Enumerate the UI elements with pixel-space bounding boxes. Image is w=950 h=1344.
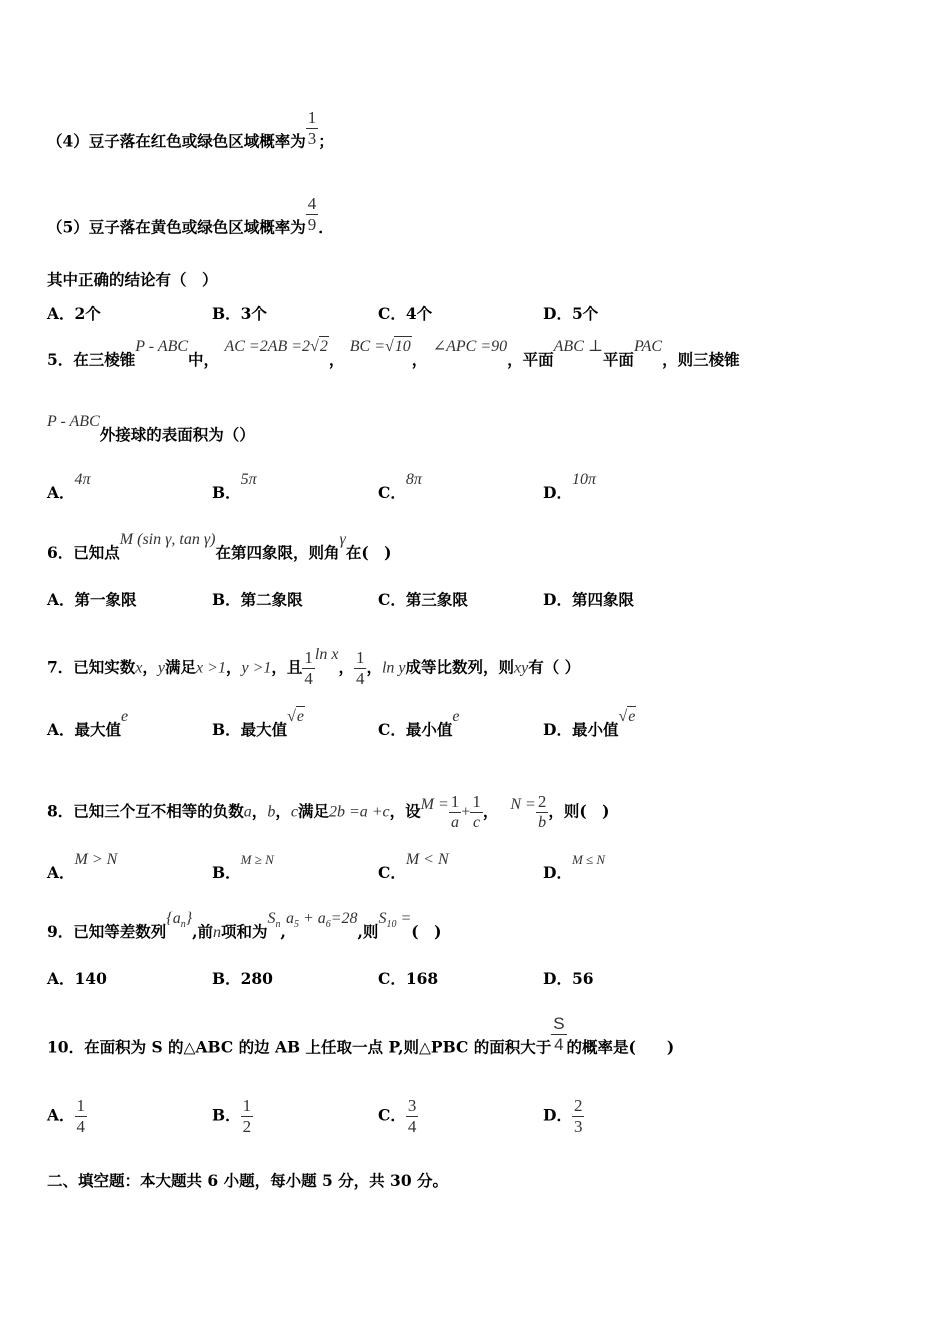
section-2-heading: 二、填空题：本大题共 6 小题，每小题 5 分，共 30 分。 bbox=[47, 1171, 449, 1190]
sequence-an: $\{a_n\}$ bbox=[166, 910, 193, 930]
q10-option-c: C． $\frac{3}{4}$ bbox=[378, 1096, 417, 1136]
question-5-line2: P - ABC外接球的表面积为（） bbox=[47, 413, 255, 444]
question-6: 6．已知点M (sin γ, tan γ)在第四象限，则角γ在( ) bbox=[47, 531, 392, 562]
summary-question: 其中正确的结论有（ ） bbox=[47, 270, 218, 289]
statement-5-text: （5）豆子落在黄色或绿色区域概率为 bbox=[47, 217, 306, 237]
q4-option-b: B．3个 bbox=[212, 304, 267, 323]
q10-option-a: A． $\frac{1}{4}$ bbox=[47, 1096, 86, 1136]
sqrt-10: √10 bbox=[385, 338, 411, 355]
fraction-1-over-a: $\frac{1}{a}$ bbox=[450, 792, 460, 831]
q8-option-d: D．$^{M \le N}$ bbox=[543, 852, 606, 882]
question-7: 7．已知实数x，y满足x >1，y >1，且 $\frac{1}{4}$ ln x， $\frac{1}{4}$ ，ln y成等比数列，则xy有（ ） bbox=[47, 645, 581, 688]
fraction-2-over-b: $\frac{2}{b}$ bbox=[537, 792, 547, 831]
fraction-four-ninths: $\frac{4}{9}$ bbox=[307, 194, 317, 234]
q8-option-b: B．$^{M \ge N}$ bbox=[212, 852, 274, 882]
q9-option-a: A．140 bbox=[47, 969, 107, 988]
q7-option-c: C．最小值e bbox=[378, 708, 460, 739]
fraction-one-quarter-a: $\frac{1}{4}$ bbox=[304, 648, 313, 688]
q5-option-d: D．10π bbox=[543, 471, 596, 502]
q10-option-b: B． $\frac{1}{2}$ bbox=[212, 1096, 252, 1136]
q9-option-c: C．168 bbox=[378, 969, 439, 988]
statement-4: （4）豆子落在红色或绿色区域概率为 $\frac{1}{3}$ ； bbox=[47, 108, 334, 151]
sqrt-e-b: √e bbox=[287, 708, 304, 725]
q6-option-c: C．第三象限 bbox=[378, 590, 468, 609]
fraction-1-over-c: $\frac{1}{c}$ bbox=[472, 792, 481, 831]
question-10: 10．在面积为 S 的△ABC 的边 AB 上任取一点 P,则△PBC 的面积大于 $\frac{S}{4}$ 的概率是( ) bbox=[47, 1014, 675, 1057]
question-9: 9．已知等差数列$\{a_n\}$,前n项和为$S_n,a_5 + a_6=28$,则$S_{10}$ =( ) bbox=[47, 910, 442, 941]
q6-option-b: B．第二象限 bbox=[212, 590, 303, 609]
q9-option-d: D．56 bbox=[543, 969, 594, 988]
q10-option-d: D． $\frac{2}{3}$ bbox=[543, 1096, 583, 1136]
q4-option-c: C．4个 bbox=[378, 304, 433, 323]
fraction-one-third: $\frac{1}{3}$ bbox=[307, 108, 317, 148]
fraction-one-quarter-b: $\frac{1}{4}$ bbox=[355, 648, 365, 688]
q4-option-d: D．5个 bbox=[543, 304, 599, 323]
q5-option-c: C．8π bbox=[378, 471, 422, 502]
sqrt-e-d: √e bbox=[618, 708, 636, 725]
q4-option-a: A．2个 bbox=[47, 304, 101, 323]
q7-option-d: D．最小值√e bbox=[543, 708, 636, 739]
statement-4-text: （4）豆子落在红色或绿色区域概率为 bbox=[47, 131, 306, 151]
fraction-s-over-4: $\frac{S}{4}$ bbox=[553, 1014, 565, 1054]
q6-option-a: A．第一象限 bbox=[47, 590, 137, 609]
q8-option-c: C．M < N bbox=[378, 851, 449, 882]
q8-option-a: A．M > N bbox=[47, 851, 118, 882]
q7-option-b: B．最大值√e bbox=[212, 708, 304, 739]
question-8: 8．已知三个互不相等的负数a，b，c满足2b =a +c，设M = $\frac{1}{a}$ + $\frac{1}{c}$ ， N = $\frac{2}{b}$ ，则( ) bbox=[47, 792, 610, 831]
q5-option-b: B．5π bbox=[212, 471, 257, 502]
statement-5: （5）豆子落在黄色或绿色区域概率为 $\frac{4}{9}$ ． bbox=[47, 194, 334, 237]
q9-option-b: B．280 bbox=[212, 969, 273, 988]
q5-option-a: A．4π bbox=[47, 471, 91, 502]
sqrt-2: √2 bbox=[310, 338, 328, 355]
q6-option-d: D．第四象限 bbox=[543, 590, 634, 609]
question-5: 5．在三棱锥P - ABC中， AC =2AB =2√2， BC =√10， ∠APC =90，平面ABC ⊥平面PAC，则三棱锥 bbox=[47, 338, 740, 369]
q7-option-a: A．最大值e bbox=[47, 708, 129, 739]
